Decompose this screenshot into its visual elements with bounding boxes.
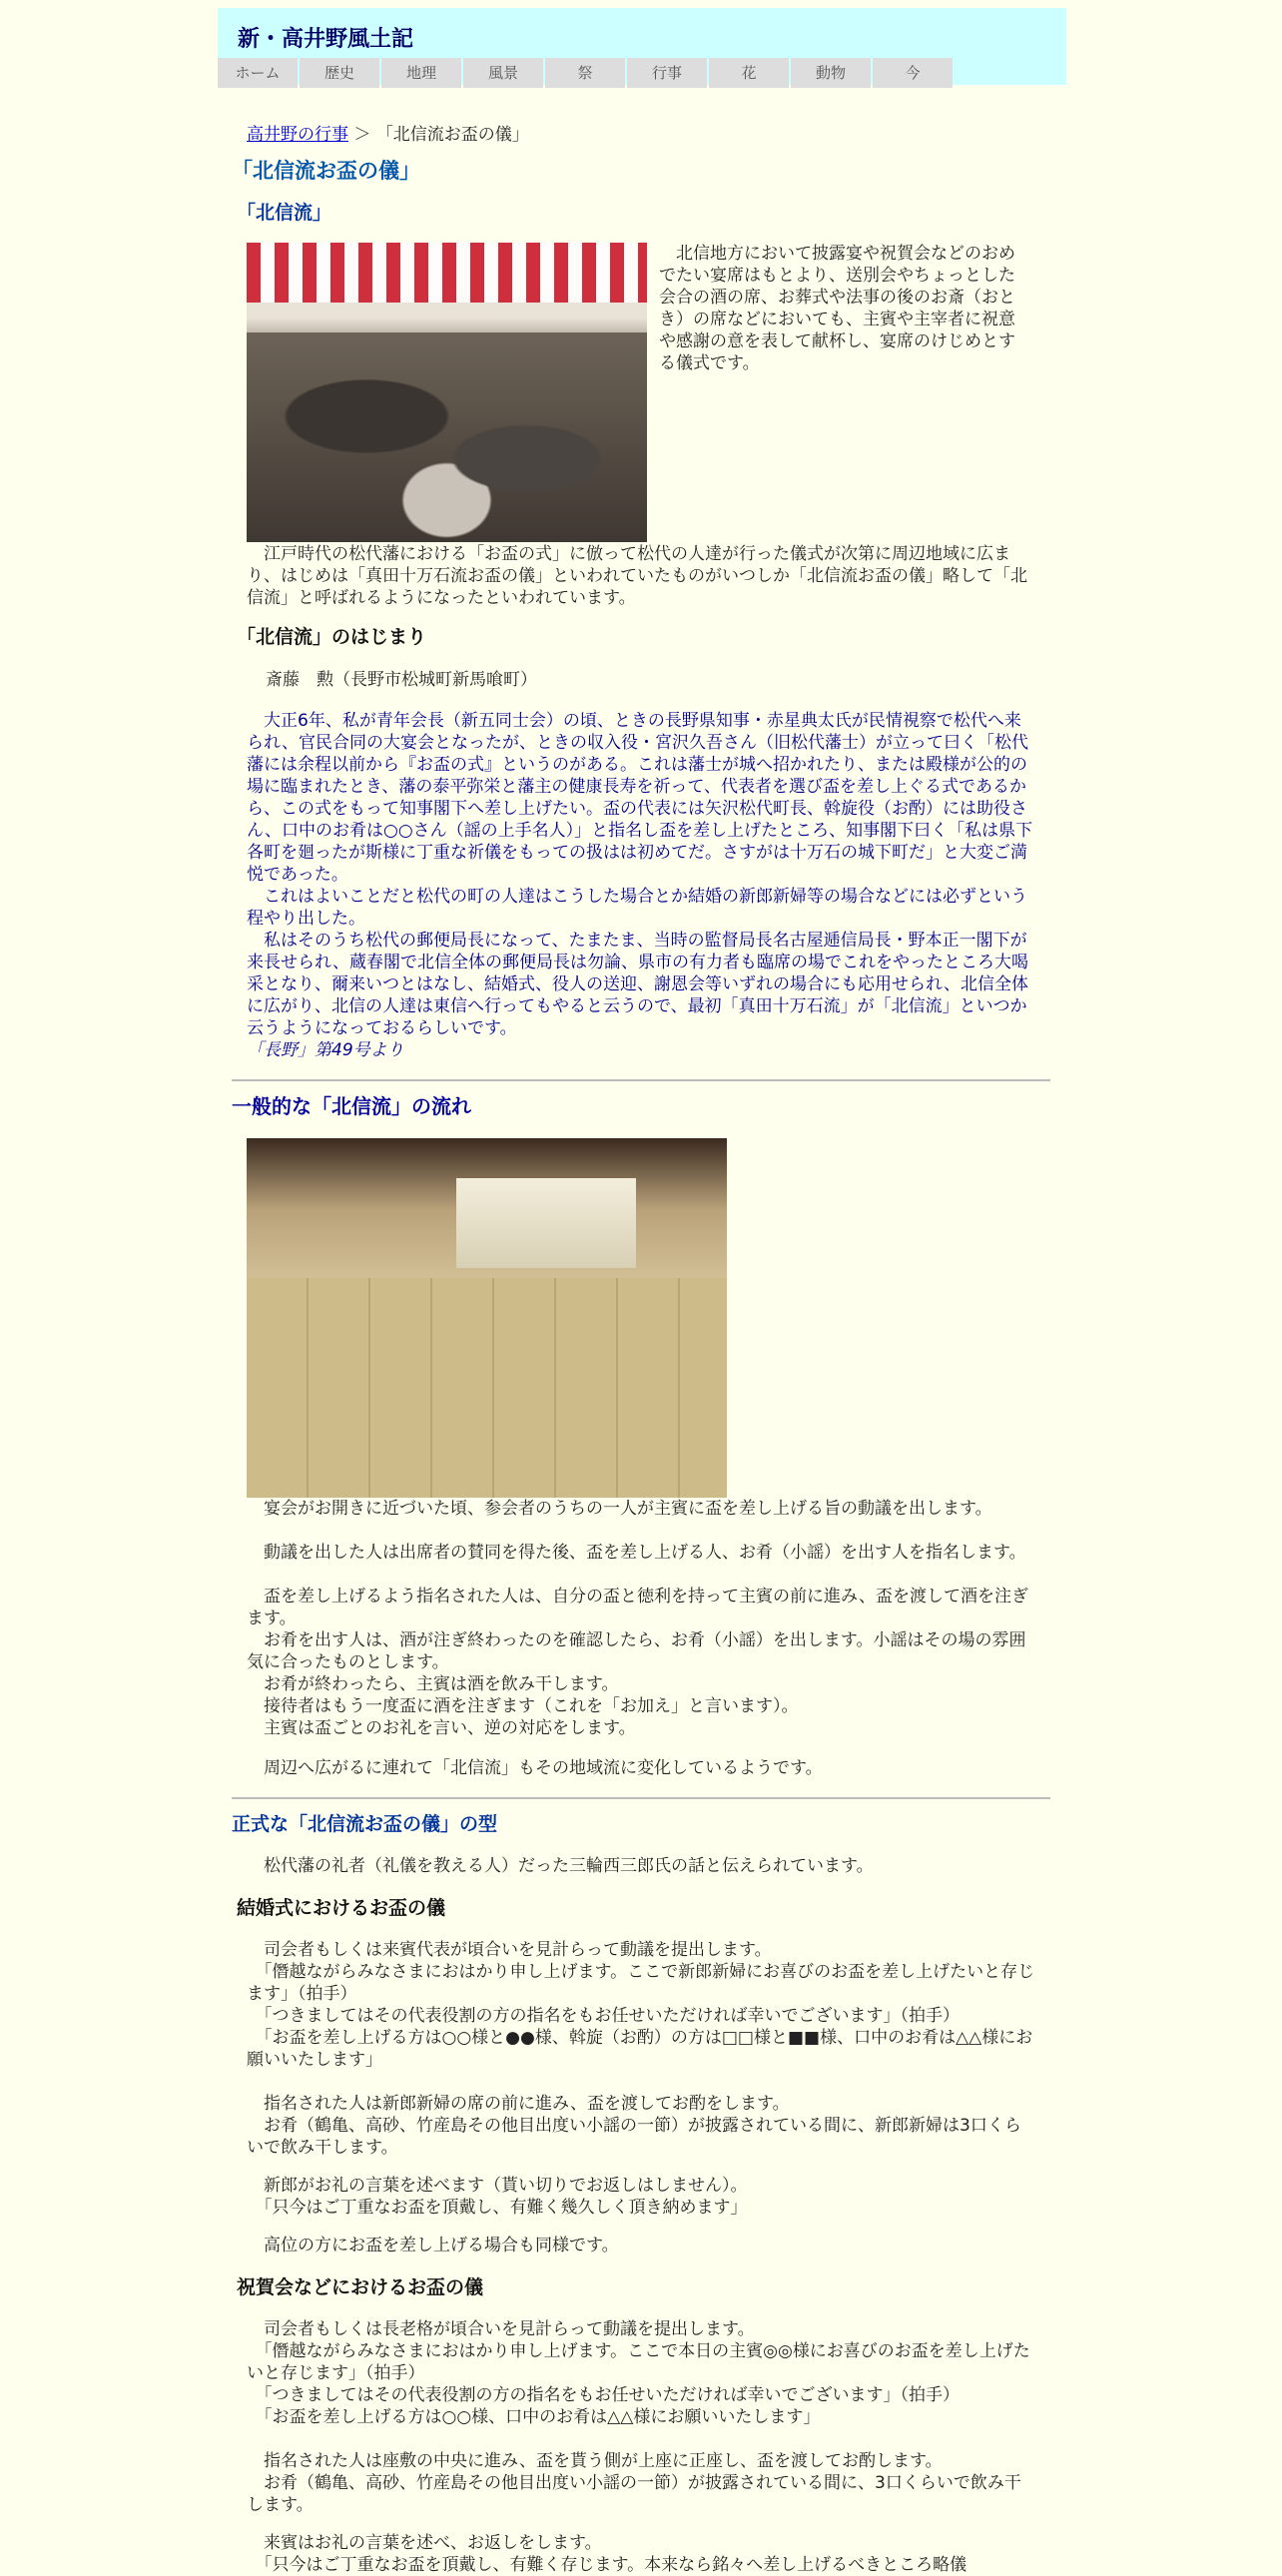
nav-tab-history[interactable]: 歴史 [300, 58, 379, 88]
flow-step: 主賓は盃ごとのお礼を言い、逆の対応をします。 [247, 1718, 636, 1738]
origin-paragraph-2: これはよいことだと松代の町の人達はこうした場合とか結婚の新郎新婦等の場合などには必ずという程やり出した。 [247, 887, 1027, 929]
section-heading-origin: 「北信流」のはじまり [237, 626, 427, 648]
breadcrumb-separator: ＞ [353, 125, 371, 145]
celebration-block-2 [247, 2450, 1035, 2516]
banquet-guests [247, 332, 647, 542]
nav-tab-now[interactable]: 今 [873, 58, 953, 88]
origin-paragraph-3: 私はそのうち松代の郵便局長になって、たまたま、当時の監督局長名古屋逓信局長・野本正一閣下が来長せられ、蔵春閣で北信全体の郵便局長は勿論、県市の有力者も臨席の場でこれをやったところ大喝采となり、爾来いつとはなし、結婚式、役人の送迎、謝恩会等いずれの場合にも応用せられ、北信全体に広がり、北信の人達は東信へ行ってもやると云うので、最初「真田十万石流」が「北信流」といつか云うようになっておるらしいです。 [247, 931, 1029, 1038]
breadcrumb [247, 124, 529, 146]
celebration-block-1 [247, 2318, 1035, 2428]
section-heading-formal: 正式な「北信流お盃の儀」の型 [232, 1813, 498, 1835]
nav-bar [218, 58, 955, 88]
wedding-line: 新郎がお礼の言葉を述べます（貰い切りでお返しはしません）。 [247, 2176, 748, 2196]
stage-banner [456, 1178, 636, 1268]
wedding-line: 司会者もしくは来賓代表が頃合いを見計らって動議を提出します。 [247, 1940, 772, 1960]
wedding-block-3 [247, 2175, 1035, 2219]
formal-intro: 松代藩の礼者（礼儀を教える人）だった三輪西三郎氏の話と伝えられています。 [247, 1856, 874, 1876]
hall-photo [247, 1138, 727, 1498]
section-heading-general-flow: 一般的な「北信流」の流れ [232, 1094, 471, 1118]
source-citation: 「長野」第49号より [247, 1040, 404, 1060]
celebration-line: 「お盃を差し上げる方は○○様、口中のお肴は△△様にお願いいたします」 [247, 2407, 821, 2427]
wedding-block-2 [247, 2093, 1035, 2159]
flow-step: お肴を出す人は、酒が注ぎ終わったのを確認したら、お肴（小謡）を出します。小謡はその場の雰囲気に合ったものとします。 [247, 1630, 1026, 1672]
celebration-line: 司会者もしくは長老格が頃合いを見計らって動議を提出します。 [247, 2319, 755, 2339]
wedding-note: 高位の方にお盃を差し上げる場合も同様です。 [247, 2236, 619, 2255]
page-title: 「北信流お盃の儀」 [232, 159, 420, 183]
section-heading-wedding: 結婚式におけるお盃の儀 [237, 1897, 446, 1919]
nav-tab-flowers[interactable]: 花 [709, 58, 789, 88]
celebration-block-3 [247, 2532, 1035, 2576]
breadcrumb-link-events[interactable]: 高井野の行事 [247, 125, 348, 145]
flow-step: 接待者はもう一度盃に酒を注ぎます（これを「お加え」と言います）。 [247, 1696, 799, 1716]
banquet-photo [247, 243, 647, 542]
general-flow-steps [247, 1498, 1035, 1739]
wedding-line: 「お盃を差し上げる方は○○様と●●様、斡旋（お酌）の方は□□様と■■様、口中のお肴は△△様にお願いいたします」 [247, 2028, 1033, 2070]
divider [232, 1079, 1050, 1081]
breadcrumb-current: 「北信流お盃の儀」 [375, 125, 529, 145]
article-author: 斎藤 勲（長野市松城町新馬喰町） [266, 670, 537, 690]
wedding-block-1 [247, 1939, 1035, 2071]
nav-tab-events[interactable]: 行事 [627, 58, 707, 88]
wedding-line: 指名された人は新郎新婦の席の前に進み、盃を渡してお酌をします。 [247, 2094, 790, 2114]
wedding-line: 「つきましてはその代表役割の方の指名をもお任せいただければ幸いでございます」（拍手） [247, 2006, 960, 2026]
regional-variation-note: 周辺へ広がるに連れて「北信流」もその地域流に変化しているようです。 [247, 1758, 823, 1778]
divider [232, 1797, 1050, 1799]
celebration-line: 来賓はお礼の言葉を述べ、お返しをします。 [247, 2533, 602, 2553]
wedding-line: 「只今はご丁重なお盃を頂戴し、有難く幾久しく頂き納めます」 [247, 2198, 748, 2218]
site-title[interactable]: 新・高井野風土記 [238, 27, 414, 52]
section-heading-hokushinryu: 「北信流」 [237, 202, 332, 224]
flow-step: 宴会がお開きに近づいた頃、参会者のうちの一人が主賓に盃を差し上げる旨の動議を出します。 [247, 1499, 992, 1519]
site-header [218, 8, 1066, 85]
nav-tab-festival[interactable]: 祭 [545, 58, 625, 88]
flow-step: お肴が終わったら、主賓は酒を飲み干します。 [247, 1674, 619, 1694]
nav-tab-animals[interactable]: 動物 [791, 58, 871, 88]
history-paragraph: 江戸時代の松代藩における「お盃の式」に倣って松代の人達が行った儀式が次第に周辺地域に広まり、はじめは「真田十万石流お盃の儀」といわれていたものがいつしか「北信流お盃の儀」略して「北信流」と呼ばれるようになったといわれています。 [247, 544, 1027, 608]
wedding-line: 「僭越ながらみなさまにおはかり申し上げます。ここで新郎新婦にお喜びのお盃を差し上げたいと存じます」（拍手） [247, 1962, 1035, 2004]
flow-step: 動議を出した人は出席者の賛同を得た後、盃を差し上げる人、お肴（小謡）を出す人を指名します。 [247, 1543, 1026, 1563]
nav-tab-scenery[interactable]: 風景 [463, 58, 543, 88]
celebration-line: お肴（鶴亀、高砂、竹産島その他目出度い小謡の一節）が披露されている間に、3口くらいで飲み干します。 [247, 2473, 1021, 2515]
celebration-line: 「つきましてはその代表役割の方の指名をもお任せいただければ幸いでございます」（拍手） [247, 2385, 960, 2405]
celebration-line: 指名された人は座敷の中央に進み、盃を貰う側が上座に正座し、盃を渡してお酌します。 [247, 2451, 943, 2471]
intro-paragraph: 北信地方において披露宴や祝賀会などのおめでたい宴席はもとより、送別会やちょっとした会合の酒の席、お葬式や法事の後のお斎（おとき）の席などにおいても、主賓や主宰者に祝意や感謝の意を表して献杯し、宴席のけじめとする儀式です。 [659, 244, 1015, 373]
celebration-line: 「僭越ながらみなさまにおはかり申し上げます。ここで本日の主賓◎◎様にお喜びのお盃を差し上げたいと存じます」（拍手） [247, 2341, 1030, 2383]
nav-tab-geography[interactable]: 地理 [381, 58, 461, 88]
wedding-line: お肴（鶴亀、高砂、竹産島その他目出度い小謡の一節）が披露されている間に、新郎新婦は3口くらいで飲み干します。 [247, 2116, 1021, 2158]
celebration-line: 「只今はご丁重なお盃を頂戴し、有難く存じます。本来なら銘々へ差し上げるべきところ略儀 [247, 2555, 967, 2575]
section-heading-celebration: 祝賀会などにおけるお盃の儀 [237, 2276, 484, 2298]
origin-paragraph-1: 大正6年、私が青年会長（新五同士会）の頃、ときの長野県知事・赤星典太氏が民情視察で松代へ来られ、官民合同の大宴会となったが、ときの収入役・宮沢久吾さん（旧松代藩士）が立って曰く「松代藩には余程以前から『お盃の式』というのがある。これは藩士が城へ招かれたり、または殿様が公的の場に臨まれたとき、藩の泰平弥栄と藩主の健康長寿を祈って、代表者を選び盃を差し上ぐる式であるから、この式をもって知事閣下へ差し上げたい。盃の代表には矢沢松代町長、斡旋役（お酌）には助役さん、口中のお肴は○○さん（謡の上手名人）」と指名し盃を差し上げたところ、知事閣下曰く「私は県下各町を廻ったが斯様に丁重な祈儀をもっての扱はは初めてだ。さすがは十万石の城下町だ」と大変ご満悦であった。 [247, 711, 1033, 885]
red-white-bunting [247, 243, 647, 303]
flow-step: 盃を差し上げるよう指名された人は、自分の盃と徳利を持って主賓の前に進み、盃を渡して酒を注ぎます。 [247, 1587, 1029, 1628]
nav-tab-home[interactable]: ホーム [218, 58, 298, 88]
tatami-floor [247, 1278, 727, 1498]
